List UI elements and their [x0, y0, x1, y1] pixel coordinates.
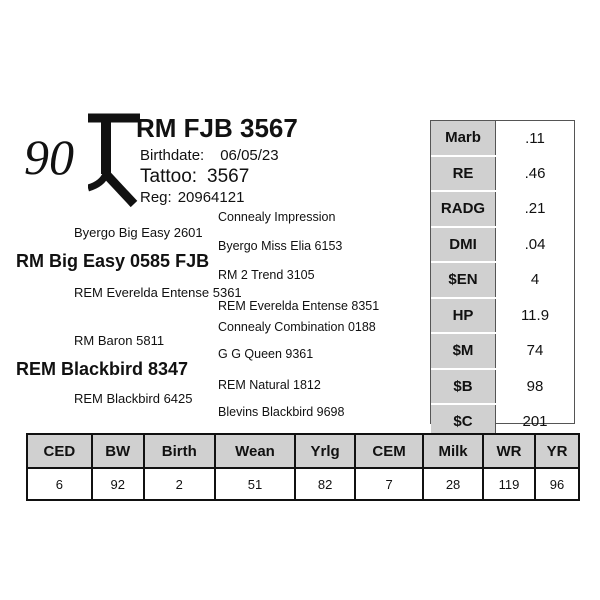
birthdate-line — [140, 147, 279, 164]
performance-value: 2 — [144, 468, 215, 500]
epd-value: .04 — [524, 235, 546, 253]
epd-row — [431, 298, 574, 334]
pedigree-dam-sire: RM Baron 5811 — [74, 333, 165, 348]
reg-value: 20964121 — [177, 189, 245, 206]
epd-row — [431, 333, 574, 369]
epd-table — [430, 120, 575, 431]
birthdate-label: Birthdate: — [140, 147, 205, 164]
pedigree-dsd: G G Queen 9361 — [218, 347, 314, 361]
animal-name: RM FJB 3567 — [136, 113, 298, 143]
performance-value-row — [27, 468, 579, 500]
tattoo-value: 3567 — [207, 166, 250, 187]
pedigree-sdd: REM Everelda Entense 8351 — [218, 299, 380, 313]
epd-row — [431, 121, 574, 156]
pedigree-ssd: Byergo Miss Elia 6153 — [218, 239, 343, 253]
epd-value: 11.9 — [520, 306, 550, 324]
tattoo-label: Tattoo: — [140, 166, 198, 187]
birthdate-value: 06/05/23 — [220, 147, 279, 164]
performance-header: WR — [483, 434, 535, 468]
epd-value: 98 — [526, 377, 544, 395]
epd-value: .46 — [524, 164, 546, 182]
epd-label: Marb — [431, 121, 496, 156]
performance-header: CEM — [355, 434, 423, 468]
performance-value: 51 — [215, 468, 295, 500]
performance-header: Wean — [215, 434, 295, 468]
epd-value: 74 — [526, 342, 544, 360]
pedigree-dds: REM Natural 1812 — [218, 378, 321, 392]
epd-value: 201 — [522, 412, 548, 430]
performance-value: 6 — [27, 468, 92, 500]
registration-line — [140, 189, 244, 206]
pedigree-sire: RM Big Easy 0585 FJB — [16, 251, 210, 271]
epd-row — [431, 227, 574, 263]
performance-value: 82 — [295, 468, 355, 500]
epd-row — [431, 191, 574, 227]
tattoo-line — [140, 166, 249, 188]
performance-value: 96 — [535, 468, 579, 500]
epd-label: RE — [431, 156, 496, 192]
performance-value: 119 — [483, 468, 535, 500]
performance-header: Milk — [423, 434, 483, 468]
performance-value: 7 — [355, 468, 423, 500]
pedigree-dam: REM Blackbird 8347 — [16, 359, 189, 379]
performance-header: Birth — [144, 434, 215, 468]
performance-table — [26, 433, 580, 501]
epd-value: .21 — [524, 200, 546, 218]
pedigree-dss: Connealy Combination 0188 — [218, 320, 376, 334]
pedigree-sds: RM 2 Trend 3105 — [218, 268, 315, 282]
pedigree-sire-dam: REM Everelda Entense 5361 — [74, 285, 242, 300]
pedigree-dam-dam: REM Blackbird 6425 — [74, 391, 193, 406]
pedigree-sss: Connealy Impression — [218, 210, 336, 224]
lot-number: 90 — [24, 129, 74, 185]
epd-row — [431, 369, 574, 405]
epd-value: .11 — [525, 129, 545, 147]
epd-row — [431, 156, 574, 192]
performance-header: CED — [27, 434, 92, 468]
epd-label: HP — [431, 298, 496, 334]
pedigree-ddd: Blevins Blackbird 9698 — [218, 405, 345, 419]
epd-label: $EN — [431, 262, 496, 298]
performance-value: 28 — [423, 468, 483, 500]
epd-row — [431, 262, 574, 298]
performance-header-row — [27, 434, 579, 468]
epd-value: 4 — [530, 271, 540, 289]
epd-label: $C — [431, 404, 496, 439]
epd-label: $B — [431, 369, 496, 405]
reg-label: Reg: — [140, 189, 172, 206]
performance-header: YR — [535, 434, 579, 468]
epd-label: DMI — [431, 227, 496, 263]
epd-label: $M — [431, 333, 496, 369]
epd-label: RADG — [431, 191, 496, 227]
pedigree-sire-sire: Byergo Big Easy 2601 — [74, 225, 203, 240]
performance-header: BW — [92, 434, 144, 468]
performance-header: Yrlg — [295, 434, 355, 468]
performance-value: 92 — [92, 468, 144, 500]
